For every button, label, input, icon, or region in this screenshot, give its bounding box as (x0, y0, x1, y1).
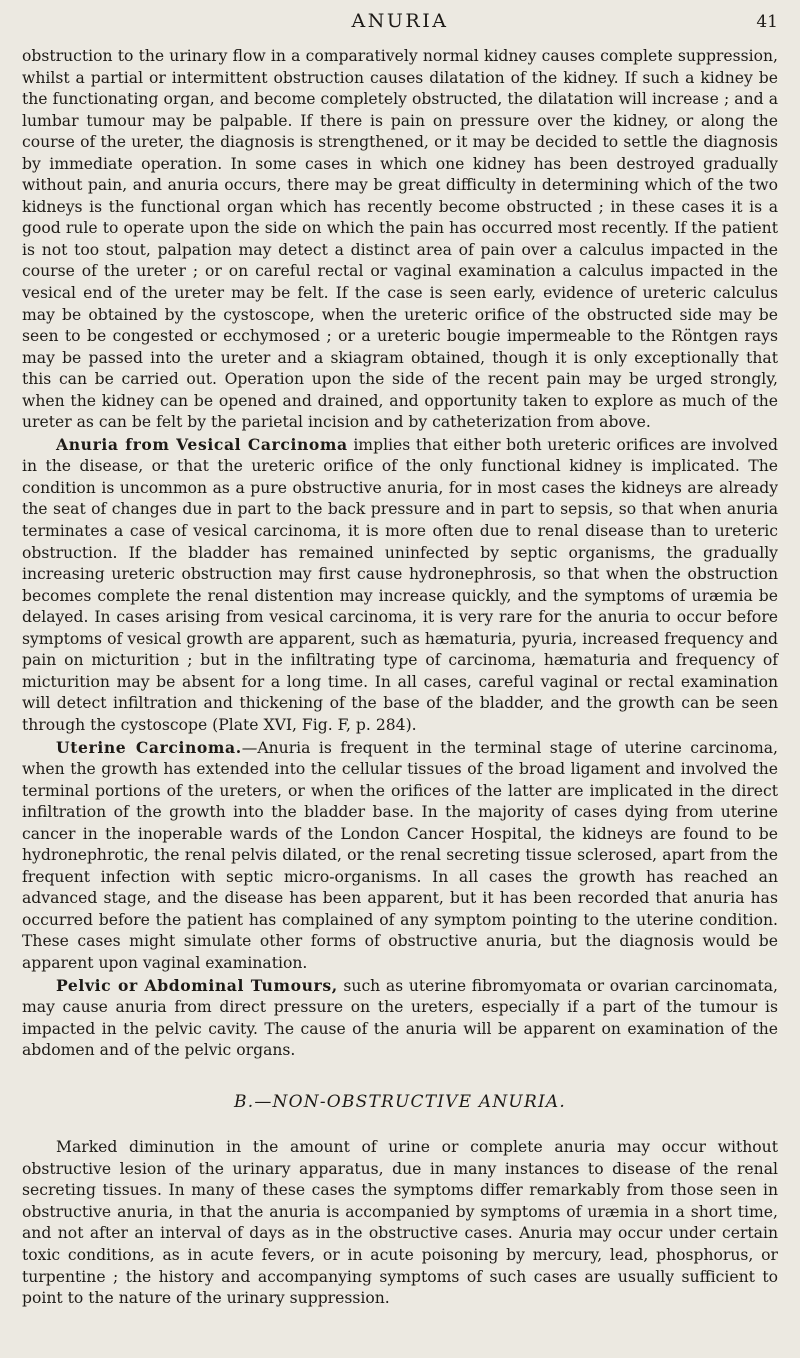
paragraph-text: —Anuria is frequent in the terminal stage of uterine carcinoma, when the growth has extended into the cellular tissues of the broad ligament and involved the terminal portions of the ureters, or when the orifices of the latter are implicated in the direct infiltration of the growth into the bladder base. In the majority of cases dying from uterine cancer in the inoperable wards of the London Cancer Hospital, the kidneys are found to be hydronephrotic, the renal pelvis dilated, or the renal secreting tissue sclerosed, apart from the frequent infection with septic micro-organisms. In all cases the growth has reached an advanced stage, and the disease has been apparent, but it has been recorded that anuria has occurred before the patient has complained of any symptom pointing to the uterine condition. These cases might simulate other forms of obstructive anuria, but the diagnosis would be apparent upon vaginal examination. (22, 738, 778, 972)
running-title: ANURIA (351, 10, 449, 32)
paragraph-pelvic-tumours (22, 975, 778, 1062)
paragraph-continuation (22, 46, 778, 434)
page-body (22, 46, 778, 1310)
paragraph-text: Marked diminution in the amount of urine or complete anuria may occur without obstructive lesion of the urinary apparatus, due in many instances to disease of the renal secreting tissues. In many of these cases the symptoms differ remarkably from those seen in obstructive anuria, in that the anuria is accompanied by symptoms of uræmia in a short time, and not after an interval of days as in the obstructive cases. Anuria may occur under certain toxic conditions, as in acute fevers, or in acute poisoning by mercury, lead, phosphorus, or turpentine ; the history and accompanying symptoms of such cases are usually sufficient to point to the nature of the urinary suppression. (22, 1138, 778, 1308)
paragraph-non-obstructive (22, 1137, 778, 1309)
run-in-heading: Anuria from Vesical Carcinoma (56, 434, 348, 454)
run-in-heading: Uterine Carcinoma. (56, 737, 242, 757)
run-in-heading: Pelvic or Abdominal Tumours, (56, 975, 338, 995)
section-heading: B.—NON-OBSTRUCTIVE ANURIA. (234, 1091, 566, 1112)
paragraph-vesical-carcinoma (22, 434, 778, 737)
paragraph-text: implies that either both ureteric orifices are involved in the disease, or that the ureteric orifice of the only functional kidney is implicated. The condition is uncommon as a pure obstructive anuria, for in most cases the kidneys are already the seat of changes due in part to the back pressure and in part to sepsis, so that when anuria terminates a case of vesical carcinoma, it is more often due to renal disease than to ureteric obstruction. If the bladder has remained uninfected by septic organisms, the gradually increasing ureteric obstruction may first cause hydronephrosis, so that when the obstruction becomes complete the renal distention may increase quickly, and the symptoms of uræmia be delayed. In cases arising from vesical carcinoma, it is very rare for the anuria to occur before symptoms of vesical growth are apparent, such as hæmaturia, pyuria, increased frequency and pain on micturition ; but in the infiltrating type of carcinoma, hæmaturia and frequency of micturition may be absent for a long time. In all cases, careful vaginal or rectal examination will detect infiltration and thickening of the base of the bladder, and the growth can be seen through the cystoscope (Plate XVI, Fig. F, p. 284). (22, 435, 778, 734)
paragraph-text: such as uterine fibromyomata or ovarian carcinomata, may cause anuria from direct pressure on the ureters, especially if a part of the tumour is impacted in the pelvic cavity. The cause of the anuria will be apparent on examination of the abdomen and of the pelvic organs. (22, 976, 778, 1060)
page-header (0, 10, 800, 40)
paragraph-text: obstruction to the urinary flow in a comparatively normal kidney causes complete suppression, whilst a partial or intermittent obstruction causes dilatation of the kidney. If such a kidney be the functionating organ, and become completely obstructed, the dilatation will increase ; and a lumbar tumour may be palpable. If there is pain on pressure over the kidney, or along the course of the ureter, the diagnosis is strengthened, or it may be decided to settle the diagnosis by immediate operation. In some cases in which one kidney has been destroyed gradually without pain, and anuria occurs, there may be great difficulty in determining which of the two kidneys is the functional organ which has recently become obstructed ; in these cases it is a good rule to operate upon the side on which the pain has occurred most recently. If the patient is not too stout, palpation may detect a distinct area of pain over a calculus impacted in the course of the ureter ; or on careful rectal or vaginal examination a calculus impacted in the vesical end of the ureter may be felt. If the case is seen early, evidence of ureteric calculus may be obtained by the cystoscope, when the ureteric orifice of the obstructed side may be seen to be congested or ecchymosed ; or a ureteric bougie impermeable to the Röntgen rays may be passed into the ureter and a skiagram obtained, though it is only exceptionally that this can be carried out. Operation upon the side of the recent pain may be urged strongly, when the kidney can be opened and drained, and opportunity taken to explore as much of the ureter as can be felt by the parietal incision and by catheterization from above. (22, 47, 778, 432)
page-number: 41 (756, 12, 778, 32)
paragraph-uterine-carcinoma (22, 737, 778, 975)
